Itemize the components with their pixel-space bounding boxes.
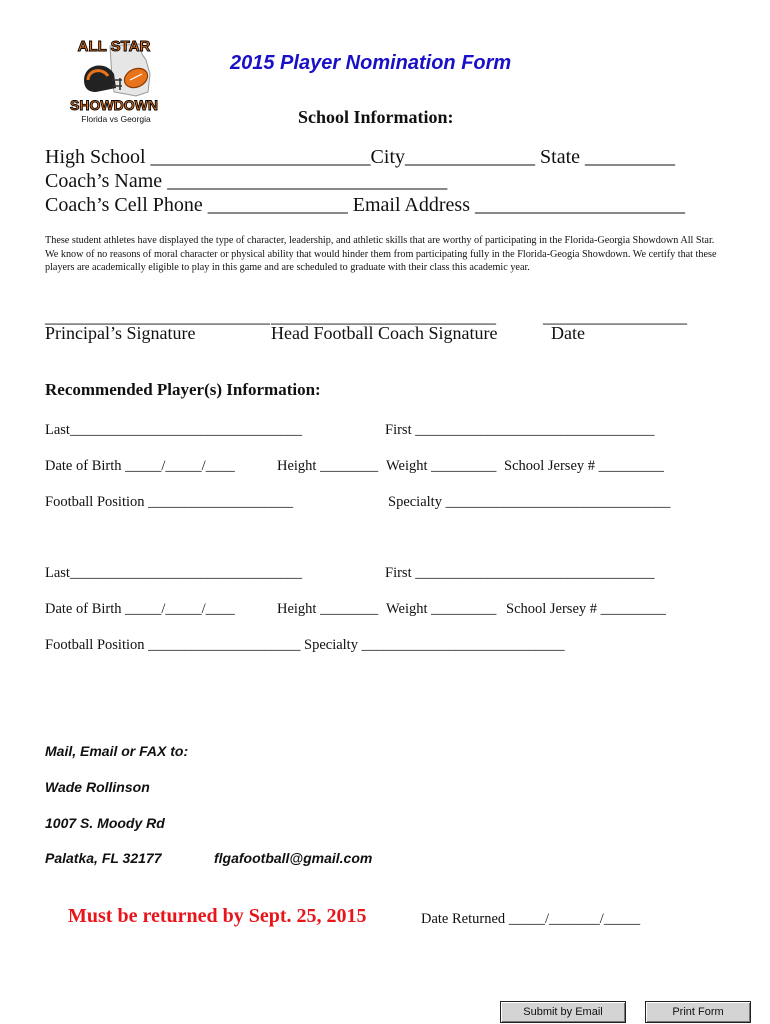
date-signature-label: Date [551, 323, 585, 343]
coach-signature-line[interactable]: _________________________ [271, 306, 496, 326]
mail-heading: Mail, Email or FAX to: [45, 743, 189, 759]
player2-jersey-field[interactable]: School Jersey # _________ [506, 601, 666, 617]
high-school-city-state-field[interactable]: High School ______________________City_____________ State _________ [45, 146, 675, 168]
player1-jersey-field[interactable]: School Jersey # _________ [504, 458, 664, 474]
player2-weight-field[interactable]: Weight _________ [386, 601, 497, 617]
player2-dob-field[interactable]: Date of Birth _____/_____/____ [45, 601, 235, 617]
coach-signature-label: Head Football Coach Signature [271, 323, 498, 343]
principal-signature-line[interactable]: _________________________ [45, 306, 270, 326]
mail-address: 1007 S. Moody Rd [45, 815, 165, 831]
player1-specialty-field[interactable]: Specialty _______________________________ [388, 494, 671, 510]
mail-city: Palatka, FL 32177 [45, 850, 162, 866]
player2-first-name-field[interactable]: First _________________________________ [385, 565, 655, 581]
player1-height-field[interactable]: Height ________ [277, 458, 379, 474]
coach-phone-email-field[interactable]: Coach’s Cell Phone ______________ Email Address _____________________ [45, 194, 685, 216]
player1-last-name-field[interactable]: Last________________________________ [45, 422, 302, 438]
principal-signature-label: Principal’s Signature [45, 323, 196, 343]
print-form-button[interactable]: Print Form [645, 1001, 751, 1023]
date-signature-line[interactable]: ________________ [543, 306, 687, 326]
logo-line1: ALL STAR [77, 38, 151, 55]
mail-email: flgafootball@gmail.com [214, 850, 373, 866]
player2-last-name-field[interactable]: Last________________________________ [45, 565, 302, 581]
school-section-title: School Information: [298, 107, 454, 127]
player1-position-field[interactable]: Football Position ____________________ [45, 494, 294, 510]
submit-by-email-button[interactable]: Submit by Email [500, 1001, 626, 1023]
coach-name-field[interactable]: Coach’s Name ____________________________ [45, 170, 448, 192]
logo-line2: SHOWDOWN [70, 97, 158, 113]
player1-dob-field[interactable]: Date of Birth _____/_____/____ [45, 458, 235, 474]
deadline-notice: Must be returned by Sept. 25, 2015 [68, 905, 367, 927]
date-returned-field[interactable]: Date Returned _____/_______/_____ [421, 911, 641, 927]
players-section-title: Recommended Player(s) Information: [45, 380, 321, 399]
certification-paragraph: These student athletes have displayed the type of character, leadership, and athletic skills that are worthy of participating in the Florida-Georgia Showdown All Star. We know of no reasons of moral character or physical ability that would hinder them from participating fully in the Florida-Geogia Showdown. We certify that these players are academically eligible to play in this game and are scheduled to graduate with their class this academic year. [45, 235, 717, 274]
all-star-showdown-logo [66, 34, 162, 126]
player1-first-name-field[interactable]: First _________________________________ [385, 422, 655, 438]
form-title: 2015 Player Nomination Form [230, 52, 512, 74]
player2-position-specialty-field[interactable]: Football Position _____________________ Specialty ____________________________ [45, 637, 565, 653]
mail-name: Wade Rollinson [45, 779, 150, 795]
logo-line3: Florida vs Georgia [81, 114, 151, 124]
player1-weight-field[interactable]: Weight _________ [386, 458, 497, 474]
player2-height-field[interactable]: Height ________ [277, 601, 379, 617]
